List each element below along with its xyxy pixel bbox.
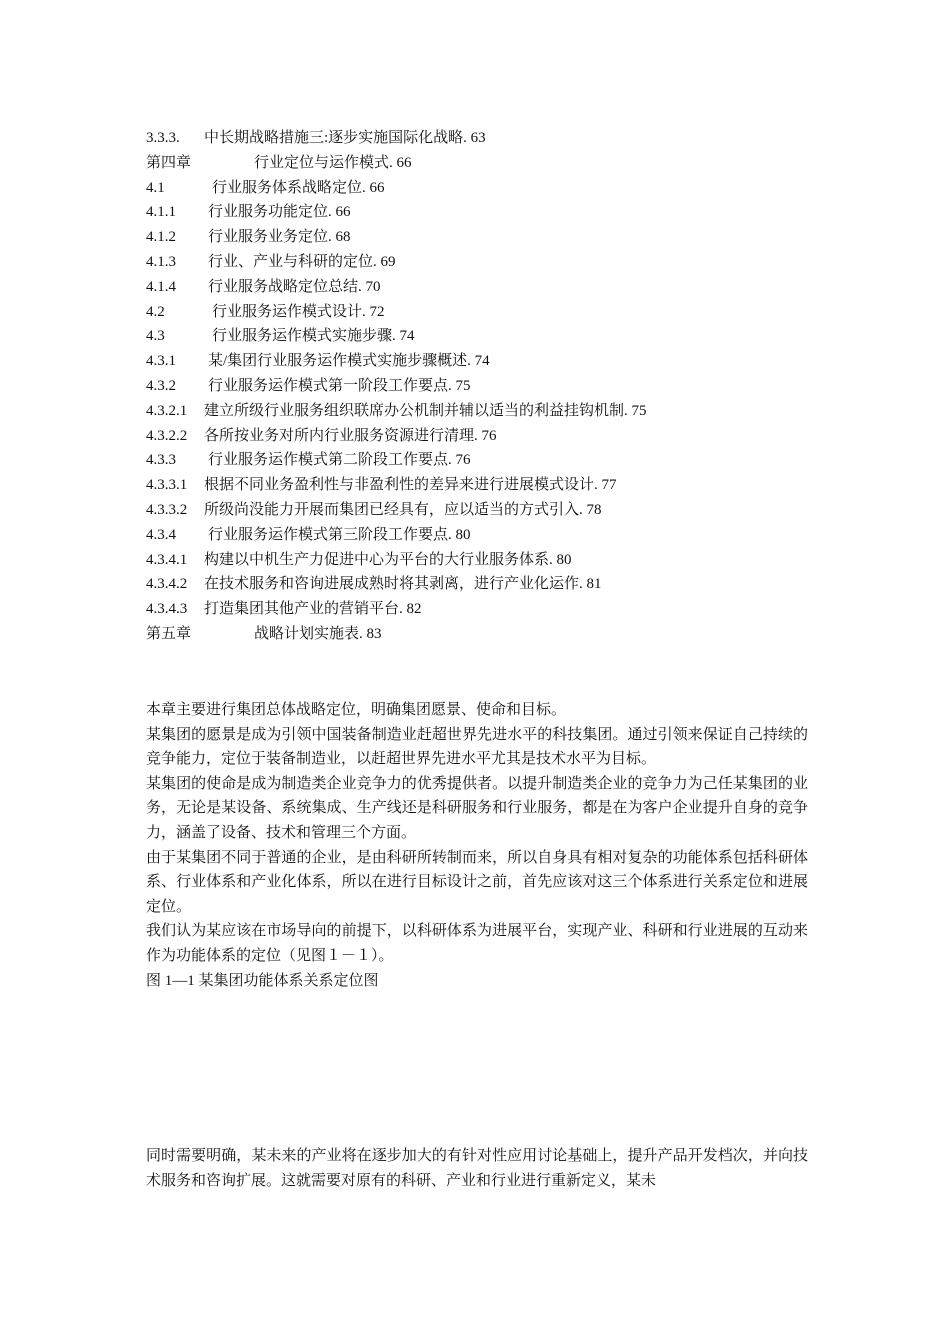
toc-entry-title: 行业定位与运作模式. 66 <box>254 154 412 171</box>
toc-entry[interactable] <box>146 622 806 647</box>
toc-entry[interactable] <box>146 225 806 250</box>
toc-entry-title: 构建以中机生产力促进中心为平台的大行业服务体系. 80 <box>204 551 572 568</box>
toc-entry[interactable] <box>146 424 806 449</box>
figure-caption: 图 1—1 某集团功能体系关系定位图 <box>146 972 379 989</box>
paragraph-vision: 某集团的愿景是成为引领中国装备制造业赶超世界先进水平的科技集团。通过引领来保证自己持续的竞争能力，定位于装备制造业，以赶超世界先进水平尤其是技术水平为目标。 <box>146 726 808 768</box>
toc-entry[interactable] <box>146 448 806 473</box>
toc-entry[interactable] <box>146 374 806 399</box>
toc-entry-title: 行业服务业务定位. 68 <box>208 229 351 246</box>
toc-entry-number: 4.2 <box>146 303 165 320</box>
toc-entry-number: 3.3.3. <box>146 130 180 146</box>
toc-entry-number: 4.3.2.1 <box>146 402 188 419</box>
toc-entry[interactable] <box>146 200 806 225</box>
toc-entry[interactable] <box>146 498 806 523</box>
toc-entry-number: 4.3.4.2 <box>146 576 188 593</box>
paragraph-system: 由于某集团不同于普通的企业，是由科研所转制而来，所以自身具有相对复杂的功能体系包括科研体系、行业体系和产业化体系，所以在进行目标设计之前，首先应该对这三个体系进行关系定位和进展定位。 <box>146 849 808 915</box>
toc-entry-number: 4.1.2 <box>146 229 176 246</box>
table-of-contents <box>146 126 806 647</box>
paragraph-mission: 某集团的使命是成为制造类企业竞争力的优秀提供者。以提升制造类企业的竞争力为己任某集团的业务，无论是某设备、系统集成、生产线还是科研服务和行业服务，都是在为客户企业提升自身的竞争力，涵盖了设备、技术和管理三个方面。 <box>146 775 808 841</box>
toc-entry-title: 行业服务运作模式实施步骤. 74 <box>212 328 415 345</box>
toc-entry-title: 行业服务运作模式第一阶段工作要点. 75 <box>208 377 471 394</box>
toc-entry-title: 行业服务运作模式第三阶段工作要点. 80 <box>208 526 471 543</box>
toc-entry-number: 4.1 <box>146 179 165 196</box>
body-text <box>146 698 808 993</box>
toc-entry-title: 某/集团行业服务运作模式实施步骤概述. 74 <box>208 353 490 370</box>
toc-entry-title: 所级尚没能力开展而集团已经具有，应以适当的方式引入. 78 <box>204 501 602 518</box>
toc-entry-number: 4.1.1 <box>146 204 176 221</box>
toc-entry-number: 4.3.3 <box>146 452 176 469</box>
toc-entry[interactable] <box>146 399 806 424</box>
toc-entry[interactable] <box>146 572 806 597</box>
toc-entry[interactable] <box>146 473 806 498</box>
toc-entry-title: 各所按业务对所内行业服务资源进行清理. 76 <box>204 427 497 444</box>
toc-entry[interactable] <box>146 349 806 374</box>
toc-entry[interactable] <box>146 275 806 300</box>
toc-entry-number: 4.3.2 <box>146 377 176 394</box>
paragraph-future: 同时需要明确，某未来的产业将在逐步加大的有针对性应用讨论基础上，提升产品开发档次，并向技术服务和咨询扩展。这就需要对原有的科研、产业和行业进行重新定义，某未 <box>146 1148 808 1189</box>
toc-entry-title: 建立所级行业服务组织联席办公机制并辅以适当的利益挂钩机制. 75 <box>204 402 647 419</box>
toc-entry-number: 4.3.1 <box>146 353 176 370</box>
toc-entry[interactable] <box>146 126 806 151</box>
toc-entry-number: 第五章 <box>146 625 192 642</box>
toc-entry[interactable] <box>146 597 806 622</box>
toc-entry-number: 4.3 <box>146 328 165 345</box>
toc-entry-title: 行业、产业与科研的定位. 69 <box>208 253 396 270</box>
toc-entry[interactable] <box>146 548 806 573</box>
toc-entry-title: 行业服务运作模式第二阶段工作要点. 76 <box>208 452 471 469</box>
toc-entry-number: 4.1.4 <box>146 278 176 295</box>
toc-entry-number: 4.3.3.1 <box>146 477 188 494</box>
toc-entry-title: 打造集团其他产业的营销平台. 82 <box>204 601 422 618</box>
toc-entry-number: 第四章 <box>146 154 192 171</box>
toc-entry-title: 战略计划实施表. 83 <box>254 625 382 642</box>
paragraph-positioning: 我们认为某应该在市场导向的前提下，以科研体系为进展平台，实现产业、科研和行业进展的互动来作为功能体系的定位（见图１－１）。 <box>146 923 808 964</box>
toc-entry[interactable] <box>146 324 806 349</box>
toc-entry[interactable] <box>146 151 806 176</box>
toc-entry-number: 4.3.4 <box>146 526 176 543</box>
toc-entry-title: 行业服务体系战略定位. 66 <box>212 179 385 196</box>
toc-entry-title: 中长期战略措施三:逐步实施国际化战略. 63 <box>204 130 486 146</box>
toc-entry-number: 4.3.2.2 <box>146 427 188 444</box>
paragraph-intro: 本章主要进行集团总体战略定位，明确集团愿景、使命和目标。 <box>146 702 567 718</box>
toc-entry-title: 根据不同业务盈利性与非盈利性的差异来进行进展模式设计. 77 <box>204 477 617 494</box>
toc-entry-title: 行业服务功能定位. 66 <box>208 204 351 221</box>
toc-entry[interactable] <box>146 300 806 325</box>
toc-entry-title: 行业服务运作模式设计. 72 <box>212 303 385 320</box>
toc-entry-number: 4.3.4.3 <box>146 601 188 618</box>
toc-entry-number: 4.3.4.1 <box>146 551 188 568</box>
toc-entry-title: 在技术服务和咨询进展成熟时将其剥离，进行产业化运作. 81 <box>204 576 602 593</box>
toc-entry-number: 4.1.3 <box>146 253 176 270</box>
toc-entry[interactable] <box>146 250 806 275</box>
toc-entry[interactable] <box>146 176 806 201</box>
toc-entry-title: 行业服务战略定位总结. 70 <box>208 278 381 295</box>
toc-entry-number: 4.3.3.2 <box>146 501 188 518</box>
toc-entry[interactable] <box>146 523 806 548</box>
body-text-continued <box>146 1144 808 1193</box>
